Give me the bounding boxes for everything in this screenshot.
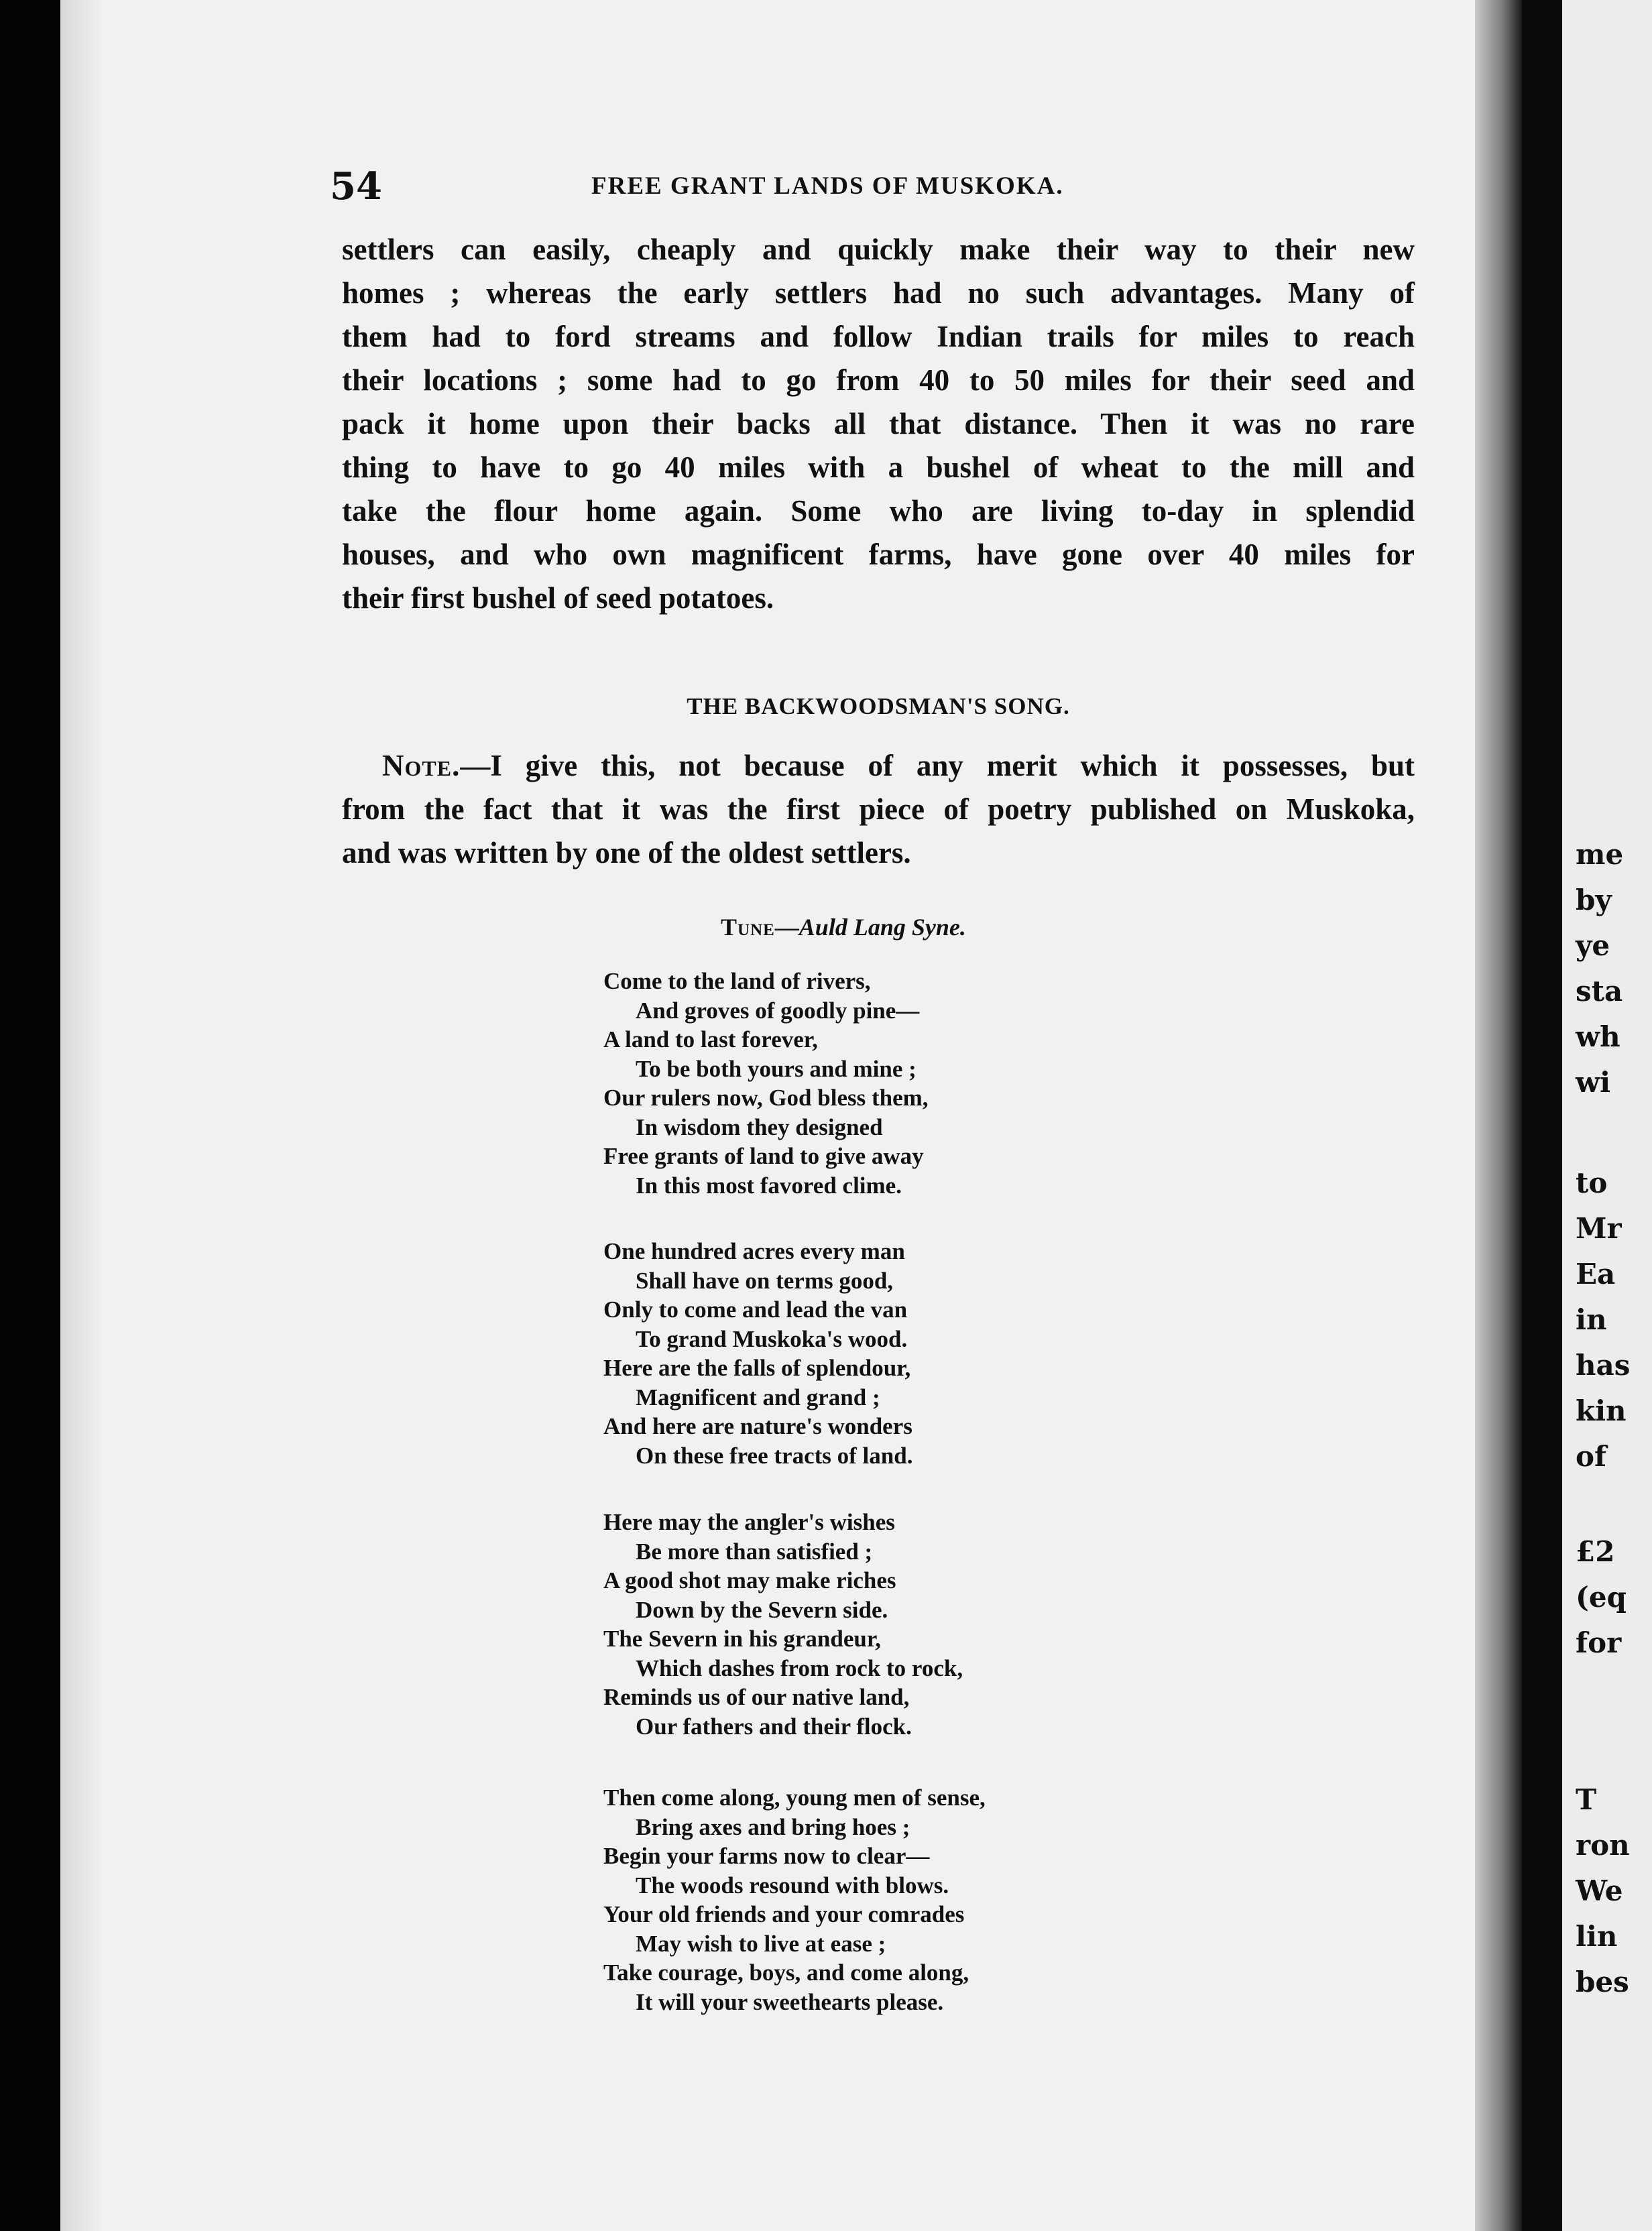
stanza-3 bbox=[603, 1508, 1140, 1741]
song-heading: THE BACKWOODSMAN'S SONG. bbox=[687, 693, 1070, 719]
paragraph-line: homes ; whereas the early settlers had no such advantages. Many of bbox=[342, 276, 1415, 310]
page-number: 54 bbox=[330, 164, 382, 208]
verse-line: May wish to live at ease ; bbox=[636, 1930, 886, 1957]
tune-dash: — bbox=[774, 914, 799, 941]
note-label: Note. bbox=[382, 749, 461, 782]
verse-line: Be more than satisfied ; bbox=[636, 1538, 873, 1565]
facing-page-fragment: ron bbox=[1576, 1829, 1630, 1862]
verse-line: Shall have on terms good, bbox=[636, 1267, 894, 1294]
note-first-line bbox=[342, 744, 1415, 788]
scan-left-border bbox=[0, 0, 60, 2231]
verse-line: Here are the falls of splendour, bbox=[603, 1355, 911, 1381]
paragraph-line: them had to ford streams and follow Indian trails for miles to reach bbox=[342, 320, 1415, 353]
facing-page-fragment: £2 bbox=[1576, 1535, 1615, 1568]
verse-line: And groves of goodly pine— bbox=[636, 997, 920, 1024]
paragraph-line: houses, and who own magnificent farms, have gone over 40 miles for bbox=[342, 538, 1415, 571]
stanza-1 bbox=[603, 967, 1140, 1200]
facing-page-fragment: lin bbox=[1576, 1920, 1618, 1953]
facing-page-fragment: ye bbox=[1576, 929, 1610, 962]
tune-line bbox=[721, 913, 966, 941]
facing-page-edge bbox=[1562, 0, 1652, 2231]
paragraph-line: settlers can easily, cheaply and quickly make their way to their new bbox=[342, 233, 1415, 266]
verse-line: Magnificent and grand ; bbox=[636, 1384, 880, 1410]
paragraph-line: pack it home upon their backs all that distance. Then it was no rare bbox=[342, 407, 1415, 440]
verse-line: Reminds us of our native land, bbox=[603, 1684, 910, 1710]
song-note bbox=[342, 744, 1415, 875]
facing-page-fragment: has bbox=[1576, 1349, 1631, 1382]
facing-page-fragment: (eq bbox=[1576, 1581, 1627, 1614]
book-gutter-shadow bbox=[1475, 0, 1522, 2231]
page-edge-stack bbox=[60, 0, 101, 2231]
verse-line: The Severn in his grandeur, bbox=[603, 1626, 881, 1652]
verse-line: Which dashes from rock to rock, bbox=[636, 1654, 963, 1681]
paragraph-line: take the flour home again. Some who are living to-day in splendid bbox=[342, 494, 1415, 528]
facing-page-fragment: Ea bbox=[1576, 1258, 1616, 1290]
facing-page-fragment: kin bbox=[1576, 1394, 1627, 1427]
verse-line: It will your sweethearts please. bbox=[636, 1988, 944, 2015]
facing-page-fragment: wi bbox=[1576, 1066, 1611, 1099]
verse-line: A land to last forever, bbox=[603, 1026, 818, 1052]
facing-page-fragment: me bbox=[1576, 838, 1624, 871]
facing-page-fragment: bes bbox=[1576, 1966, 1629, 1998]
verse-line: Our fathers and their flock. bbox=[636, 1713, 912, 1740]
verse-line: The woods resound with blows. bbox=[636, 1872, 949, 1898]
facing-page-fragment: sta bbox=[1576, 975, 1623, 1008]
verse-line: One hundred acres every man bbox=[603, 1238, 905, 1264]
paragraph-line: their first bushel of seed potatoes. bbox=[342, 581, 774, 615]
verse-line: And here are nature's wonders bbox=[603, 1413, 912, 1439]
stanza-2 bbox=[603, 1237, 1140, 1470]
verse-line: Only to come and lead the van bbox=[603, 1297, 908, 1323]
facing-page-fragment: T bbox=[1576, 1783, 1597, 1816]
opening-paragraph bbox=[342, 228, 1415, 620]
facing-page-fragment: in bbox=[1576, 1303, 1607, 1336]
running-head bbox=[330, 166, 1416, 206]
tune-label: Tune bbox=[721, 914, 775, 941]
verse-line: To grand Muskoka's wood. bbox=[636, 1325, 908, 1352]
verse-line: To be both yours and mine ; bbox=[636, 1055, 917, 1082]
paragraph-line: thing to have to go 40 miles with a bushel of wheat to the mill and bbox=[342, 450, 1415, 484]
note-line: from the fact that it was the first piece of poetry published on Muskoka, bbox=[342, 792, 1415, 826]
facing-page-fragment: of bbox=[1576, 1440, 1607, 1473]
facing-page-fragment: wh bbox=[1576, 1020, 1620, 1053]
verse-line: Your old friends and your comrades bbox=[603, 1901, 965, 1927]
paragraph-line: their locations ; some had to go from 40 to 50 miles for their seed and bbox=[342, 363, 1415, 397]
verse-line: Come to the land of rivers, bbox=[603, 968, 871, 994]
tune-name: Auld Lang Syne. bbox=[799, 914, 966, 941]
verse-line: In wisdom they designed bbox=[636, 1113, 883, 1140]
verse-line: Then come along, young men of sense, bbox=[603, 1785, 986, 1811]
note-line: and was written by one of the oldest settlers. bbox=[342, 836, 911, 869]
facing-page-fragment: Mr bbox=[1576, 1212, 1622, 1245]
verse-line: On these free tracts of land. bbox=[636, 1442, 913, 1469]
facing-page-fragment: by bbox=[1576, 884, 1612, 916]
facing-page-fragment: We bbox=[1576, 1874, 1623, 1907]
verse-line: Free grants of land to give away bbox=[603, 1143, 924, 1169]
facing-page-fragment: for bbox=[1576, 1626, 1622, 1659]
note-text: —I give this, not because of any merit which it possesses, but bbox=[460, 749, 1415, 782]
stanza-4 bbox=[603, 1783, 1140, 2016]
verse-line: Our rulers now, God bless them, bbox=[603, 1085, 929, 1111]
book-spine-gap bbox=[1522, 0, 1562, 2231]
verse-line: Begin your farms now to clear— bbox=[603, 1843, 930, 1869]
verse-line: Take courage, boys, and come along, bbox=[603, 1959, 969, 1986]
verse-line: A good shot may make riches bbox=[603, 1567, 896, 1593]
running-title: FREE GRANT LANDS OF MUSKOKA. bbox=[591, 172, 1064, 200]
verse-line: Down by the Severn side. bbox=[636, 1596, 888, 1623]
verse-line: Bring axes and bring hoes ; bbox=[636, 1813, 910, 1840]
verse-line: In this most favored clime. bbox=[636, 1172, 902, 1199]
verse-line: Here may the angler's wishes bbox=[603, 1509, 895, 1535]
facing-page-fragment: to bbox=[1576, 1166, 1608, 1199]
